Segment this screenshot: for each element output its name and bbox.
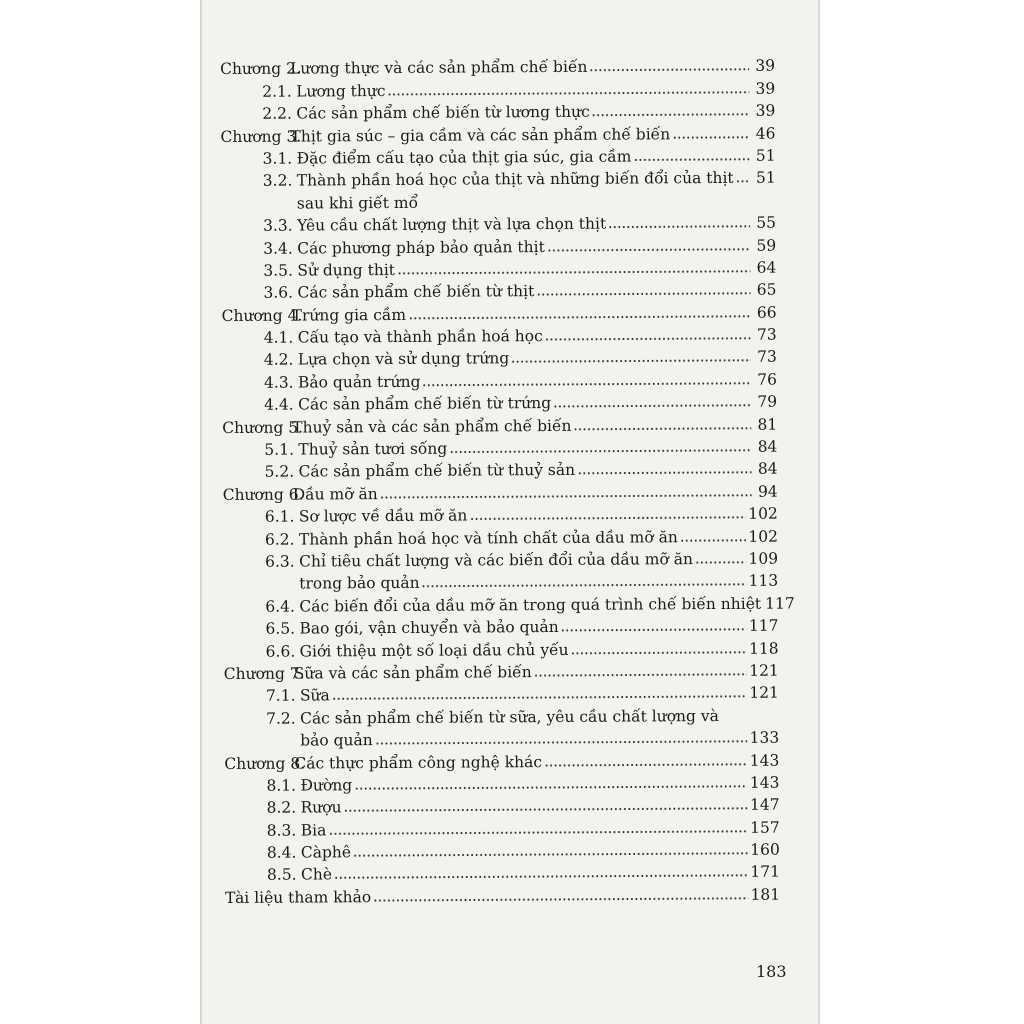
toc-entry-title: Lựa chọn và sử dụng trứng bbox=[297, 349, 510, 369]
dot-leader bbox=[592, 113, 750, 117]
toc-entry-title: Các sản phẩm chế biến từ trứng bbox=[298, 394, 552, 414]
toc-entry-title: Thành phần hoá học của thịt và những biến đổi của thịt bbox=[296, 169, 734, 190]
toc-entry-title: bảo quản bbox=[300, 731, 373, 750]
toc-entry-title: Lương thực và các sản phẩm chế biến bbox=[290, 58, 588, 78]
toc-entry-number: Chương 3. bbox=[220, 127, 302, 146]
toc-entry-title: Lương thực bbox=[296, 81, 386, 101]
toc-entry-number: 4.4. bbox=[264, 395, 294, 414]
toc-entry-number: Chương 6. bbox=[222, 485, 304, 504]
toc-entry-title: Bao gói, vận chuyển và bảo quản bbox=[299, 618, 559, 638]
dot-leader bbox=[573, 426, 751, 430]
toc-entry-title: Sữa và các sản phẩm chế biến bbox=[293, 663, 532, 683]
dot-leader bbox=[334, 874, 748, 880]
toc-entry-number: 6.4. bbox=[265, 597, 295, 616]
toc-entry-number: 3.2. bbox=[262, 171, 293, 191]
toc-page-number: 133 bbox=[749, 728, 780, 747]
toc-entry-number: 3.6. bbox=[263, 283, 294, 303]
toc-entry-number: 8.5. bbox=[266, 866, 297, 885]
toc-entry-title: Các sản phẩm chế biến từ lương thực bbox=[296, 102, 590, 123]
toc-entry-title: Dầu mỡ ăn bbox=[292, 484, 378, 504]
toc-entry-number: 5.2. bbox=[264, 462, 295, 482]
toc-entry-title: Đặc điểm cấu tạo của thịt gia súc, gia cầm bbox=[296, 147, 632, 168]
toc-section-entry bbox=[224, 702, 779, 728]
toc-entry-title: Chè bbox=[300, 865, 333, 884]
dot-leader bbox=[373, 897, 748, 902]
toc-entry-title: Chỉ tiêu chất lượng và các biến đổi của dầu mỡ ăn bbox=[299, 550, 693, 571]
toc-entry-title: Các sản phẩm chế biến từ sữa, yêu cầu chất lượng và bbox=[299, 706, 719, 728]
dot-leader bbox=[589, 68, 749, 72]
toc-page-number: 143 bbox=[749, 751, 780, 770]
toc-entry-number: 6.5. bbox=[265, 619, 296, 638]
toc-entry-title: Cấu tạo và thành phần hoá học bbox=[297, 327, 543, 347]
toc-page-number: 118 bbox=[748, 639, 779, 658]
toc-page-number: 84 bbox=[757, 437, 778, 456]
dot-leader bbox=[328, 829, 748, 835]
toc-page-number: 171 bbox=[750, 863, 781, 882]
dot-leader bbox=[422, 382, 751, 387]
toc-entry-number: Chương 7. bbox=[223, 664, 305, 683]
toc-entry-title: sau khi giết mổ bbox=[296, 193, 419, 213]
toc-page-number: 84 bbox=[757, 460, 778, 479]
dot-leader bbox=[408, 314, 751, 319]
dot-leader bbox=[344, 807, 748, 812]
toc-entry-number: 6.2. bbox=[264, 530, 295, 549]
toc-entry-title: trong bảo quản bbox=[299, 574, 420, 593]
toc-entry-number: 8.3. bbox=[266, 821, 297, 840]
toc-page-number: 73 bbox=[756, 325, 777, 344]
toc-entry-number: 5.1. bbox=[264, 440, 295, 459]
toc-entry-title: Trứng gia cầm bbox=[291, 305, 407, 325]
toc-page-number: 46 bbox=[755, 124, 776, 143]
table-of-contents bbox=[220, 53, 795, 907]
toc-entry-title: Bảo quản trứng bbox=[297, 372, 421, 392]
toc-entry-title: Càphê bbox=[300, 843, 352, 862]
dot-leader bbox=[547, 247, 750, 251]
toc-entry-number: Chương 5. bbox=[222, 418, 304, 437]
toc-entry-number: 6.6. bbox=[265, 642, 296, 661]
toc-page-number: 147 bbox=[749, 795, 780, 815]
dot-leader bbox=[577, 471, 752, 475]
toc-page-number: 39 bbox=[755, 79, 776, 98]
toc-page-number: 79 bbox=[757, 392, 778, 411]
dot-leader bbox=[534, 673, 748, 677]
dot-leader bbox=[545, 337, 751, 341]
dot-leader bbox=[332, 695, 748, 701]
toc-entry-number: 8.2. bbox=[266, 798, 297, 818]
toc-entry-title: Bia bbox=[300, 821, 327, 840]
dot-leader bbox=[422, 583, 747, 588]
dot-leader bbox=[553, 404, 751, 408]
toc-entry-number: 8.4. bbox=[266, 843, 297, 862]
toc-page-number: 102 bbox=[748, 527, 778, 546]
toc-page-number: 51 bbox=[755, 168, 776, 188]
dot-leader bbox=[380, 494, 752, 499]
toc-entry-title: Các biến đổi của dầu mỡ ăn trong quá trình chế biến nhiệt bbox=[299, 594, 762, 616]
toc-page-number: 94 bbox=[757, 482, 778, 501]
toc-page-number: 55 bbox=[756, 213, 777, 232]
toc-entry-title: Các sản phẩm chế biến từ thuỷ sản bbox=[298, 461, 576, 481]
dot-leader bbox=[561, 628, 747, 632]
toc-entry-number: 6.1. bbox=[264, 507, 295, 526]
dot-leader bbox=[469, 516, 746, 521]
dot-leader bbox=[353, 852, 748, 857]
toc-entry-title: Giới thiệu một số loại dầu chủ yếu bbox=[299, 640, 569, 661]
toc-entry-title: Sơ lược về dầu mỡ ăn bbox=[298, 506, 468, 526]
dot-leader bbox=[449, 449, 751, 454]
toc-entry-number: Chương 2. bbox=[220, 59, 301, 79]
dot-leader bbox=[354, 785, 748, 790]
toc-entry-title: Các sản phẩm chế biến từ thịt bbox=[297, 282, 535, 302]
toc-entry-number: 2.1. bbox=[262, 82, 292, 101]
toc-entry-number: 3.3. bbox=[262, 216, 293, 235]
dot-leader bbox=[672, 135, 749, 138]
toc-page-number: 76 bbox=[757, 370, 778, 389]
toc-entry-title: Thuỷ sản và các sản phẩm chế biến bbox=[292, 416, 572, 437]
toc-entry-title: Thịt gia súc – gia cầm và các sản phẩm chế biến bbox=[290, 124, 671, 146]
dot-leader bbox=[633, 158, 749, 162]
toc-page-number: 59 bbox=[756, 236, 777, 255]
toc-section-entry bbox=[223, 590, 795, 616]
toc-entry-number: Chương 8. bbox=[224, 753, 306, 773]
toc-page-number: 65 bbox=[756, 280, 777, 300]
toc-entry-title: Thuỷ sản tươi sống bbox=[298, 439, 448, 459]
toc-entry-title: Sữa bbox=[299, 686, 330, 705]
dot-leader bbox=[695, 561, 747, 564]
toc-entry-number: 7.2. bbox=[265, 709, 296, 728]
toc-entry-title: Thành phần hoá học và tính chất của dầu mỡ ăn bbox=[298, 527, 678, 549]
toc-entry-title: Tài liệu tham khảo bbox=[225, 887, 372, 907]
toc-page-number: 64 bbox=[756, 258, 777, 277]
toc-page-number: 117 bbox=[748, 616, 779, 635]
toc-entry-number: 6.3. bbox=[265, 552, 295, 571]
toc-entry-number: 4.2. bbox=[263, 351, 294, 370]
page-number: 183 bbox=[756, 962, 787, 981]
dot-leader bbox=[680, 538, 747, 541]
dot-leader bbox=[397, 270, 750, 275]
toc-page-number: 109 bbox=[748, 549, 779, 568]
toc-entry-title: Yêu cầu chất lượng thịt và lựa chọn thịt bbox=[296, 214, 607, 235]
page-edge-right bbox=[818, 0, 820, 1024]
toc-entry-title: Đường bbox=[300, 776, 353, 795]
dot-leader bbox=[571, 650, 747, 654]
toc-page-number: 39 bbox=[755, 101, 776, 120]
toc-entry-number: 8.1. bbox=[266, 776, 297, 795]
dot-leader bbox=[544, 762, 748, 766]
toc-page-number: 39 bbox=[755, 57, 776, 76]
dot-leader bbox=[736, 180, 750, 183]
toc-entry-title: Các phương pháp bảo quản thịt bbox=[297, 237, 545, 258]
toc-entry-number: 3.1. bbox=[262, 149, 293, 168]
dot-leader bbox=[375, 740, 748, 745]
toc-page-number: 73 bbox=[757, 348, 777, 367]
toc-entry-number: 4.1. bbox=[263, 328, 294, 347]
toc-page-number: 51 bbox=[755, 146, 776, 165]
toc-page-number: 66 bbox=[756, 303, 777, 322]
toc-section-entry bbox=[221, 165, 776, 191]
dot-leader bbox=[511, 359, 751, 363]
toc-entry-number: 4.3. bbox=[263, 373, 294, 392]
toc-entry-number: Chương 4. bbox=[221, 306, 303, 325]
toc-entry-number: 7.1. bbox=[265, 686, 296, 706]
dot-leader bbox=[608, 225, 750, 229]
toc-entry-number: 2.2. bbox=[262, 104, 292, 123]
toc-references-entry bbox=[225, 881, 780, 907]
dot-leader bbox=[536, 292, 750, 296]
toc-page-number: 113 bbox=[748, 571, 779, 591]
toc-page-number: 81 bbox=[757, 415, 778, 434]
toc-entry-number: 3.5. bbox=[263, 261, 293, 280]
dot-leader bbox=[388, 91, 750, 96]
toc-page-number: 102 bbox=[748, 504, 778, 523]
toc-entry-title: Sử dụng thịt bbox=[297, 260, 396, 280]
toc-entry-title: Rượu bbox=[300, 798, 342, 817]
toc-entry-number: 3.4. bbox=[263, 239, 293, 258]
toc-page-number: 181 bbox=[750, 885, 781, 904]
toc-page-number: 143 bbox=[749, 773, 780, 792]
toc-page-number: 157 bbox=[750, 818, 780, 837]
toc-page-number: 121 bbox=[749, 683, 779, 703]
toc-entry-title: Các thực phẩm công nghệ khác bbox=[294, 752, 543, 773]
page-edge-left bbox=[200, 0, 202, 1024]
toc-page-number: 117 bbox=[765, 594, 795, 613]
toc-page-number: 160 bbox=[750, 840, 780, 859]
toc-page-number: 121 bbox=[749, 661, 779, 680]
